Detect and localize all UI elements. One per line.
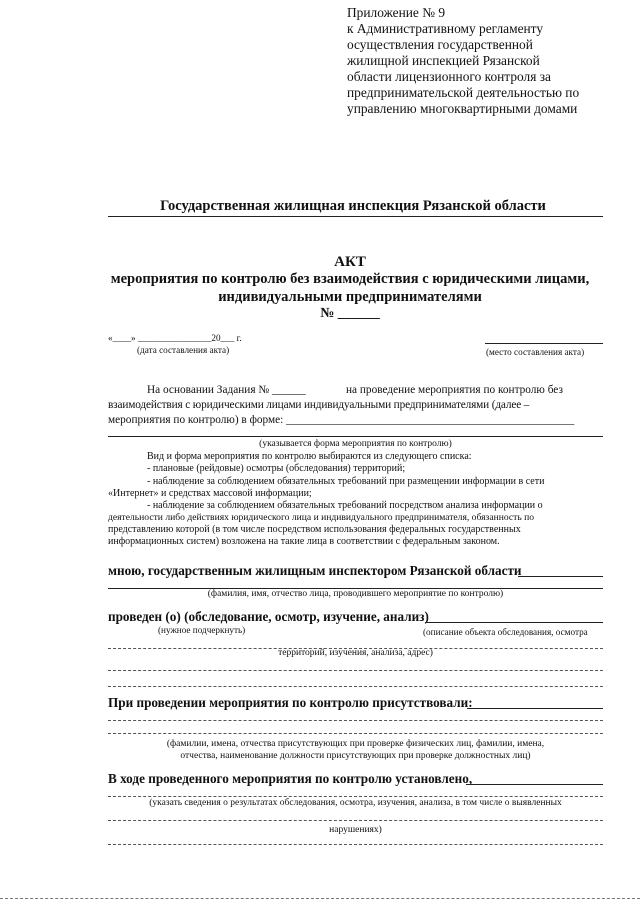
- present-hint2: отчества, наименование должности присутствующих при проверке должностных лиц): [180, 751, 531, 761]
- place-hint: (место составления акта): [486, 347, 585, 357]
- conducted-field-line[interactable]: [108, 686, 603, 687]
- conducted-hint-left: (нужное подчеркнуть): [158, 625, 246, 635]
- present-hint1: (фамилии, имена, отчества присутствующих при проверке физических лиц, фамилии, имена,: [166, 739, 545, 749]
- act-title: АКТ: [334, 254, 366, 270]
- basis-line1b: на проведение мероприятия по контролю без: [346, 384, 563, 396]
- types-item: деятельности либо действиях юридического лица и индивидуального предпринимателя, обязанность по: [108, 512, 535, 523]
- basis-line1a: На основании Задания № ______: [147, 384, 306, 396]
- appendix-line: к Административному регламенту: [347, 21, 544, 36]
- inspector-hint: (фамилия, имя, отчество лица, проводившего мероприятие по контролю): [207, 589, 504, 599]
- types-item: «Интернет» и средствах массовой информации;: [108, 488, 312, 499]
- organization-underline: [108, 216, 603, 217]
- appendix-line: Приложение № 9: [347, 5, 446, 20]
- present-label: При проведении мероприятия по контролю присутствовали:: [108, 695, 473, 710]
- basis-line3: мероприятия по контролю) в форме: ___________________________________________________: [108, 414, 575, 426]
- appendix-block: [347, 5, 637, 117]
- present-field[interactable]: [467, 708, 603, 709]
- act-number: № ______: [320, 306, 380, 321]
- appendix-line: жилищной инспекцией Рязанской: [347, 53, 540, 68]
- conducted-field[interactable]: [425, 622, 603, 623]
- form-hint: (указывается форма мероприятия по контролю): [259, 439, 452, 449]
- established-label: В ходе проведенного мероприятия по контролю установлено,: [108, 771, 473, 786]
- date-hint: (дата составления акта): [137, 345, 230, 355]
- types-item: представлению которой (в том числе посредством использования федеральных государственных: [108, 524, 521, 535]
- types-item: - наблюдение за соблюдением обязательных требований посредством анализа информации о: [147, 500, 543, 511]
- conducted-field-line[interactable]: [108, 670, 603, 671]
- appendix-line: осуществления государственной: [347, 37, 533, 52]
- basis-line2: взаимодействия с юридическими лицами индивидуальными предпринимателями (далее –: [108, 399, 530, 411]
- inspector-field[interactable]: [518, 576, 603, 577]
- types-item: информационных систем) возложена на такие лица в соответствии с федеральным законом.: [108, 536, 500, 547]
- types-intro: Вид и форма мероприятия по контролю выбираются из следующего списка:: [147, 451, 472, 462]
- appendix-line: управлению многоквартирными домами: [347, 101, 578, 116]
- conducted-hint-cont: территорий, изучения, анализа, адрес): [278, 648, 433, 658]
- present-field-line[interactable]: [108, 720, 603, 721]
- conducted-hint-right: (описание объекта обследования, осмотра: [423, 627, 588, 637]
- established-field[interactable]: [466, 784, 603, 785]
- established-field-line[interactable]: [108, 844, 603, 845]
- inspector-label: мною, государственным жилищным инспектором Рязанской области: [108, 563, 522, 578]
- established-field-line[interactable]: [108, 820, 603, 821]
- act-subtitle-line2: индивидуальными предпринимателями: [218, 289, 482, 305]
- established-hint2: нарушениях): [329, 825, 382, 835]
- organization-title: Государственная жилищная инспекция Рязанской области: [160, 198, 546, 214]
- page-edge-line: [0, 898, 640, 899]
- date-field[interactable]: «____» ________________20___ г.: [108, 333, 242, 343]
- types-item: - наблюдение за соблюдением обязательных требований при размещении информации в сети: [147, 476, 545, 487]
- types-item: - плановые (рейдовые) осмотры (обследования) территорий;: [147, 463, 406, 474]
- form-field-line[interactable]: [108, 436, 603, 437]
- present-field-line[interactable]: [108, 733, 603, 734]
- established-hint1: (указать сведения о результатах обследования, осмотра, изучения, анализа, в том числе о выявленных: [149, 798, 562, 808]
- place-field[interactable]: [485, 343, 603, 344]
- conducted-label: проведен (о) (обследование, осмотр, изучение, анализ): [108, 609, 429, 624]
- act-subtitle-line1: мероприятия по контролю без взаимодействия с юридическими лицами,: [110, 271, 590, 287]
- appendix-line: области лицензионного контроля за: [347, 69, 551, 84]
- established-field-line[interactable]: [108, 796, 603, 797]
- appendix-line: предпринимательской деятельностью по: [347, 85, 580, 100]
